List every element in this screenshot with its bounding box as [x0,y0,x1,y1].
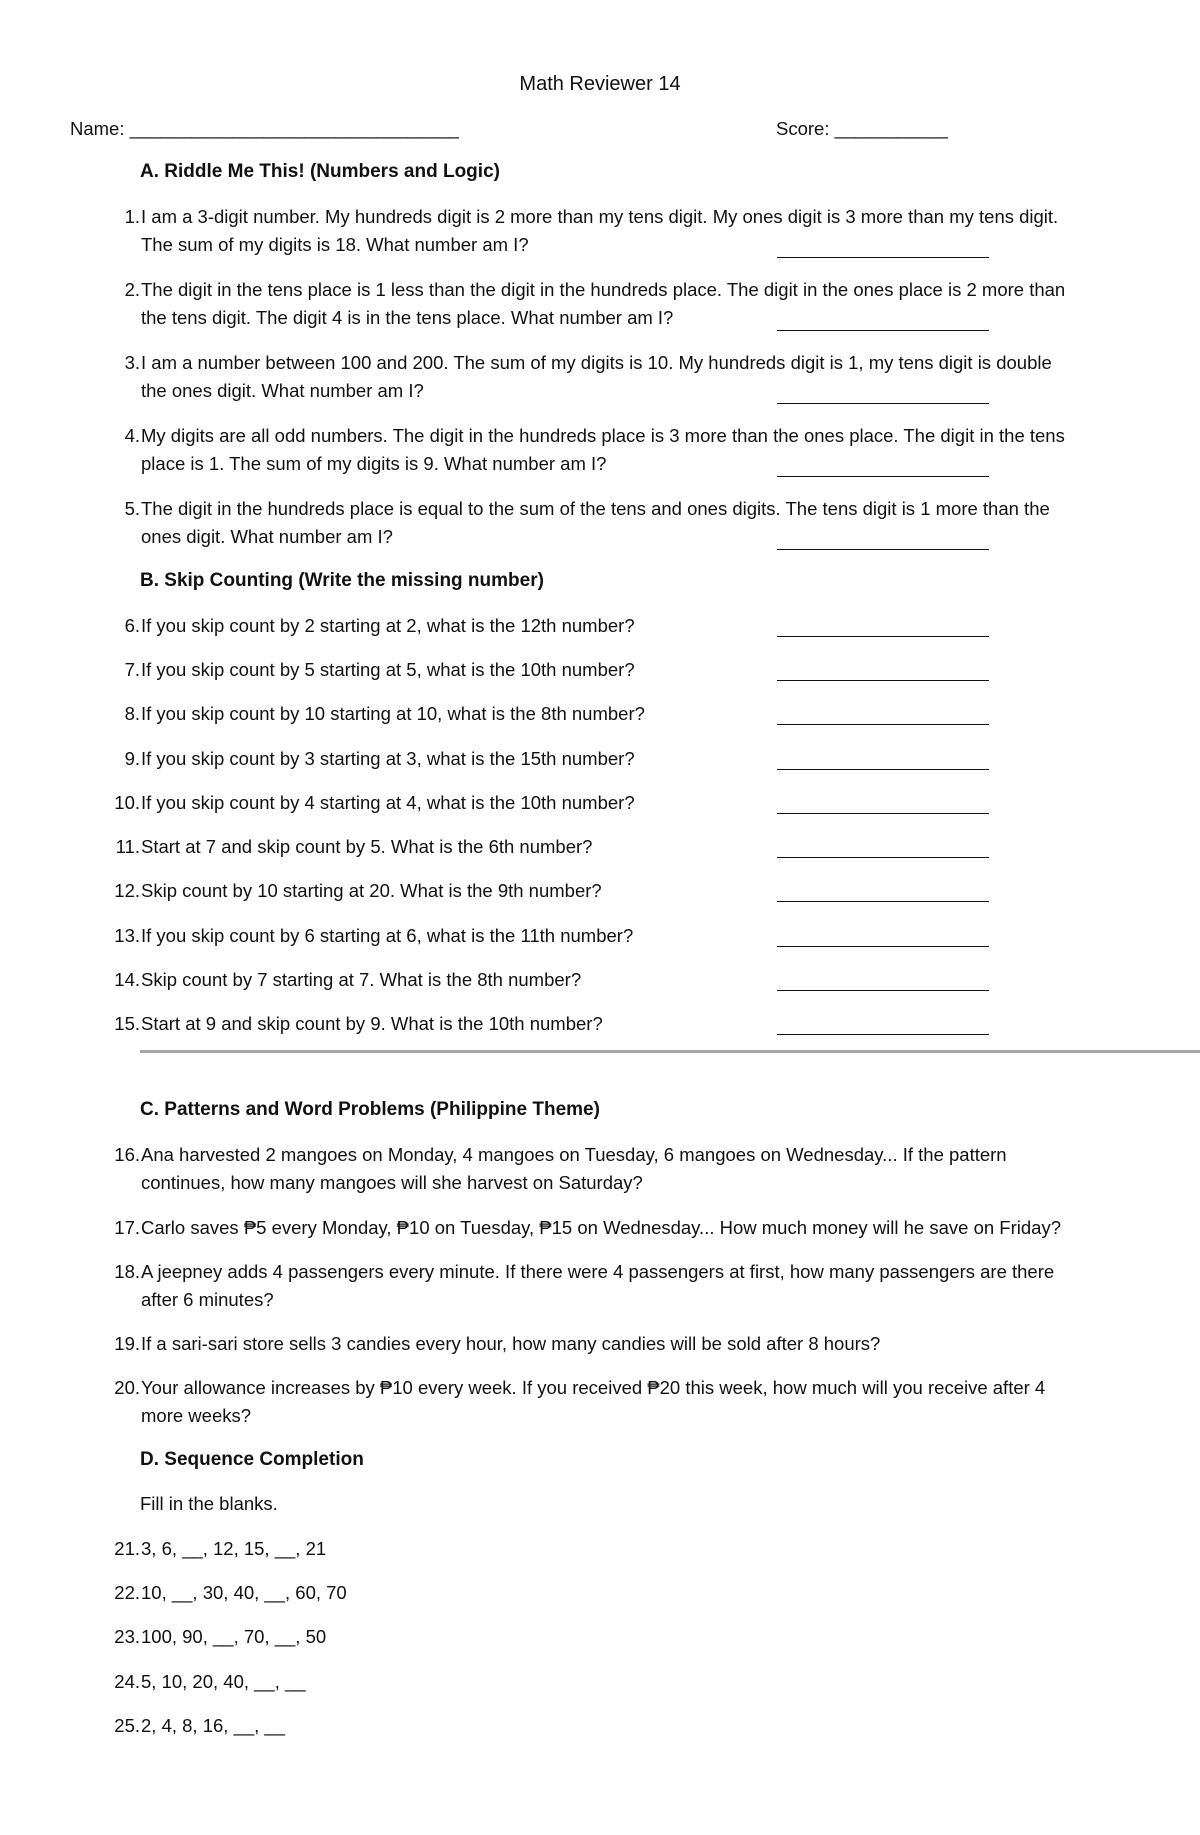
question-line: I am a number between 100 and 200. The sum of my digits is 10. My hundreds digit is 1, my tens digit is double [141,352,1052,373]
question-text: If you skip count by 6 starting at 6, what is the 11th number? [141,925,634,946]
question-text: Skip count by 7 starting at 7. What is the 8th number? [141,969,582,990]
question-text: If you skip count by 4 starting at 4, what is the 10th number? [141,792,635,813]
sequence-text: 2, 4, 8, 16, __, __ [141,1715,285,1736]
question-text [141,203,1141,259]
question-line: My digits are all odd numbers. The digit in the hundreds place is 3 more than the ones place. The digit in the tens [141,425,1065,446]
question-line: the tens digit. The digit 4 is in the tens place. What number am I? [141,307,674,328]
question-text [141,276,1141,332]
question-number: 18. [114,1261,140,1282]
question-line: The sum of my digits is 18. What number am I? [141,234,529,255]
question-text [141,1141,1141,1197]
answer-blank[interactable] [777,974,989,991]
question-line: I am a 3-digit number. My hundreds digit is 2 more than my tens digit. My ones digit is 3 more than my tens digit. [141,206,1059,227]
question-number: 5. [124,498,140,519]
question-number: 11. [115,836,140,857]
question-line: the ones digit. What number am I? [141,380,424,401]
question-text [141,349,1141,405]
question-text: If you skip count by 3 starting at 3, what is the 15th number? [141,748,635,769]
question-text [141,1258,1141,1314]
question-number: 16. [114,1144,140,1165]
question-line: continues, how many mangoes will she harvest on Saturday? [141,1172,643,1193]
question-line: Ana harvested 2 mangoes on Monday, 4 mangoes on Tuesday, 6 mangoes on Wednesday... If the pattern [141,1144,1007,1165]
answer-blank[interactable] [777,314,989,331]
question-line: after 6 minutes? [141,1289,274,1310]
question-number: 19. [114,1333,140,1354]
answer-blank[interactable] [777,387,989,404]
question-text: Start at 9 and skip count by 9. What is the 10th number? [141,1013,603,1034]
question-number: 22. [114,1582,140,1603]
section-d-instruction: Fill in the blanks. [140,1493,278,1514]
question-number: 23. [114,1626,140,1647]
answer-blank[interactable] [777,533,989,550]
question-text: If you skip count by 2 starting at 2, what is the 12th number? [141,615,635,636]
answer-blank[interactable] [777,460,989,477]
question-number: 3. [124,352,140,373]
question-number: 8. [124,703,140,724]
question-line: place is 1. The sum of my digits is 9. What number am I? [141,453,607,474]
question-line: more weeks? [141,1405,252,1426]
question-number: 10. [114,792,140,813]
question-text: If you skip count by 10 starting at 10, what is the 8th number? [141,703,645,724]
question-number: 15. [114,1013,140,1034]
sequence-text: 3, 6, __, 12, 15, __, 21 [141,1538,327,1559]
sequence-text: 5, 10, 20, 40, __, __ [141,1671,306,1692]
answer-blank[interactable] [777,620,989,637]
question-number: 13. [114,925,140,946]
sequence-text: 10, __, 30, 40, __, 60, 70 [141,1582,347,1603]
section-c-heading: C. Patterns and Word Problems (Philippine Theme) [140,1099,600,1120]
question-number: 20. [114,1377,140,1398]
question-line: The digit in the tens place is 1 less than the digit in the hundreds place. The digit in the ones place is 2 more than [141,279,1066,300]
section-b-heading: B. Skip Counting (Write the missing number) [140,570,544,591]
question-text: Skip count by 10 starting at 20. What is the 9th number? [141,880,602,901]
question-text: Start at 7 and skip count by 5. What is the 6th number? [141,836,593,857]
question-line: Your allowance increases by ₱10 every week. If you received ₱20 this week, how much will you receive after 4 [141,1377,1046,1398]
answer-blank[interactable] [777,930,989,947]
horizontal-divider [140,1050,1200,1053]
question-number: 4. [124,425,140,446]
answer-blank[interactable] [777,841,989,858]
score-field: Score: ___________ [776,118,948,139]
question-line: ones digit. What number am I? [141,526,393,547]
answer-blank[interactable] [777,753,989,770]
question-text: If a sari-sari store sells 3 candies every hour, how many candies will be sold after 8 hours? [141,1333,881,1354]
question-number: 6. [124,615,140,636]
name-field: Name: ________________________________ [70,118,459,139]
answer-blank[interactable] [777,797,989,814]
question-line: The digit in the hundreds place is equal to the sum of the tens and ones digits. The tens digit is 1 more than the [141,498,1050,519]
question-text [141,1374,1141,1430]
question-number: 7. [124,659,140,680]
question-text: Carlo saves ₱5 every Monday, ₱10 on Tuesday, ₱15 on Wednesday... How much money will he save on Friday? [141,1217,1061,1238]
answer-blank[interactable] [777,885,989,902]
section-d-heading: D. Sequence Completion [140,1449,364,1470]
page-title: Math Reviewer 14 [519,73,681,95]
answer-blank[interactable] [777,708,989,725]
question-line: A jeepney adds 4 passengers every minute. If there were 4 passengers at first, how many passengers are there [141,1261,1055,1282]
question-number: 21. [114,1538,140,1559]
question-number: 25. [114,1715,140,1736]
section-a-heading: A. Riddle Me This! (Numbers and Logic) [140,161,500,182]
answer-blank[interactable] [777,664,989,681]
question-number: 14. [114,969,140,990]
question-number: 12. [114,880,140,901]
question-text [141,495,1141,551]
answer-blank[interactable] [777,1018,989,1035]
sequence-text: 100, 90, __, 70, __, 50 [141,1626,327,1647]
question-number: 24. [114,1671,140,1692]
question-text [141,422,1141,478]
question-number: 2. [124,279,140,300]
question-number: 9. [124,748,140,769]
question-number: 1. [124,206,140,227]
question-text: If you skip count by 5 starting at 5, what is the 10th number? [141,659,635,680]
question-number: 17. [114,1217,140,1238]
answer-blank[interactable] [777,241,989,258]
